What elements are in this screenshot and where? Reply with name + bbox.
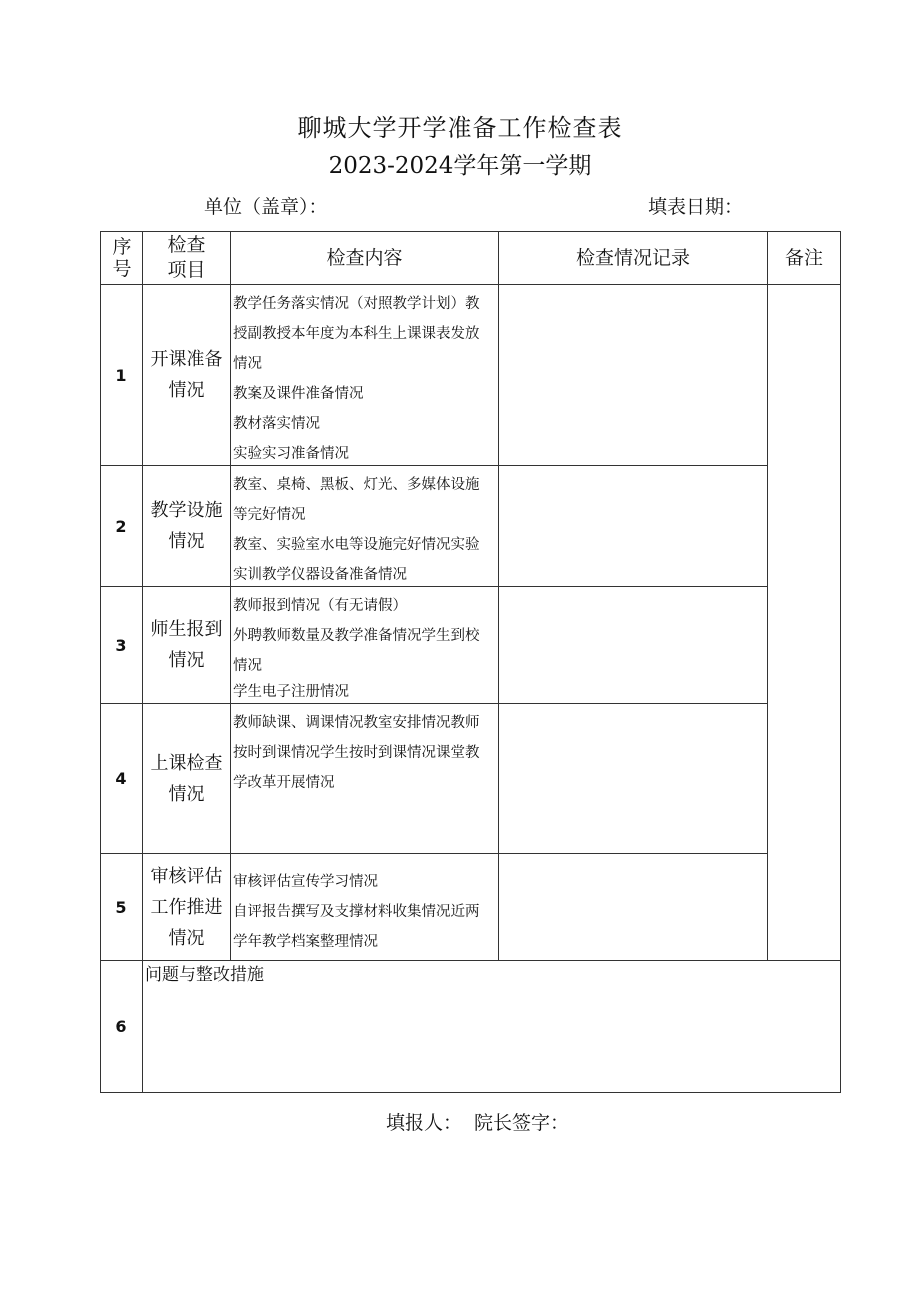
row-1-item-line: 情况 [168,380,205,401]
row-5-record-field[interactable] [499,854,767,960]
signature-row [386,1108,581,1135]
content-line: 教材落实情况 [233,416,320,432]
form-title: 聊城大学开学准备工作检查表 [297,114,623,142]
row-5-item-line: 审核评估 [150,865,223,887]
row-5-seq: 5 [115,897,127,917]
unit-seal-label: 单位（盖章）： [204,196,328,218]
dean-signature-label: 院长签字： [474,1112,570,1134]
content-line: 学年教学档案整理情况 [233,934,378,950]
row-2-seq: 2 [115,516,127,536]
content-line: 学改革开展情况 [233,775,335,791]
column-header-seq: 序号 [112,236,132,280]
content-line: 教室、实验室水电等设施完好情况实验 [233,537,480,553]
issues-field[interactable] [143,988,840,1092]
content-line: 学生电子注册情况 [233,684,349,700]
content-line: 实训教学仪器设备准备情况 [233,567,407,583]
content-line: 教案及课件准备情况 [233,386,364,402]
content-line: 按时到课情况学生按时到课情况课堂教 [233,745,480,761]
row-5-item-line: 情况 [168,927,205,949]
row-4-seq: 4 [115,769,127,788]
content-line: 教师缺课、调课情况教室安排情况教师 [233,715,480,731]
content-line: 审核评估宣传学习情况 [233,874,378,890]
row-2-content [231,468,498,590]
content-line: 教室、桌椅、黑板、灯光、多媒体设施 [233,477,480,493]
row-1-record-field[interactable] [499,285,767,465]
row-4-item-line: 情况 [168,783,205,805]
row-3-item-line: 情况 [168,650,205,671]
issues-label: 问题与整改措施 [145,965,264,985]
row-5-item-line: 工作推进 [150,896,223,918]
content-line: 自评报告撰写及支撑材料收集情况近两 [233,904,480,920]
content-line: 情况 [233,658,262,674]
content-line: 等完好情况 [233,507,306,523]
filler-label: 填报人： [386,1112,463,1134]
row-5-content [231,865,498,957]
row-3-item [143,587,230,703]
row-1-item-line: 开课准备 [150,349,223,370]
content-line: 实验实习准备情况 [233,446,349,462]
content-line: 教学任务落实情况（对照教学计划）教 [233,296,480,312]
row-4-item-line: 上课检查 [150,752,223,774]
row-3-item-line: 师生报到 [150,619,223,640]
row-2-item-line: 情况 [168,531,205,552]
row-2-record-field[interactable] [499,466,767,586]
column-header-item: 检查项目 [167,234,206,281]
row-3-content [231,589,498,703]
row-1-seq: 1 [115,365,127,385]
row-2-item-line: 教学设施 [150,500,223,521]
row-3-record-field[interactable] [499,587,767,703]
row-6-seq: 6 [115,1017,127,1036]
column-header-note: 备注 [784,246,823,269]
row-4-item [143,704,230,853]
content-line: 外聘教师数量及教学准备情况学生到校 [233,628,480,644]
content-line: 情况 [233,356,262,372]
row-divider-5 [100,960,841,961]
column-header-content: 检查内容 [326,246,403,269]
row-1-item [143,285,230,465]
row-4-content [231,706,498,798]
row-2-item [143,466,230,586]
column-header-record: 检查情况记录 [575,246,690,269]
row-3-seq: 3 [115,635,127,655]
form-subtitle: 2023-2024学年第一学期 [328,153,592,179]
fill-date-label: 填表日期： [648,196,744,218]
row-5-item [143,854,230,960]
table-border-right [840,231,841,1093]
row-1-content [231,287,498,469]
note-field[interactable] [768,285,840,960]
content-line: 教师报到情况（有无请假） [233,598,407,614]
row-4-record-field[interactable] [499,704,767,853]
table-border-bottom [100,1092,841,1093]
content-line: 授副教授本年度为本科生上课课表发放 [233,326,480,342]
